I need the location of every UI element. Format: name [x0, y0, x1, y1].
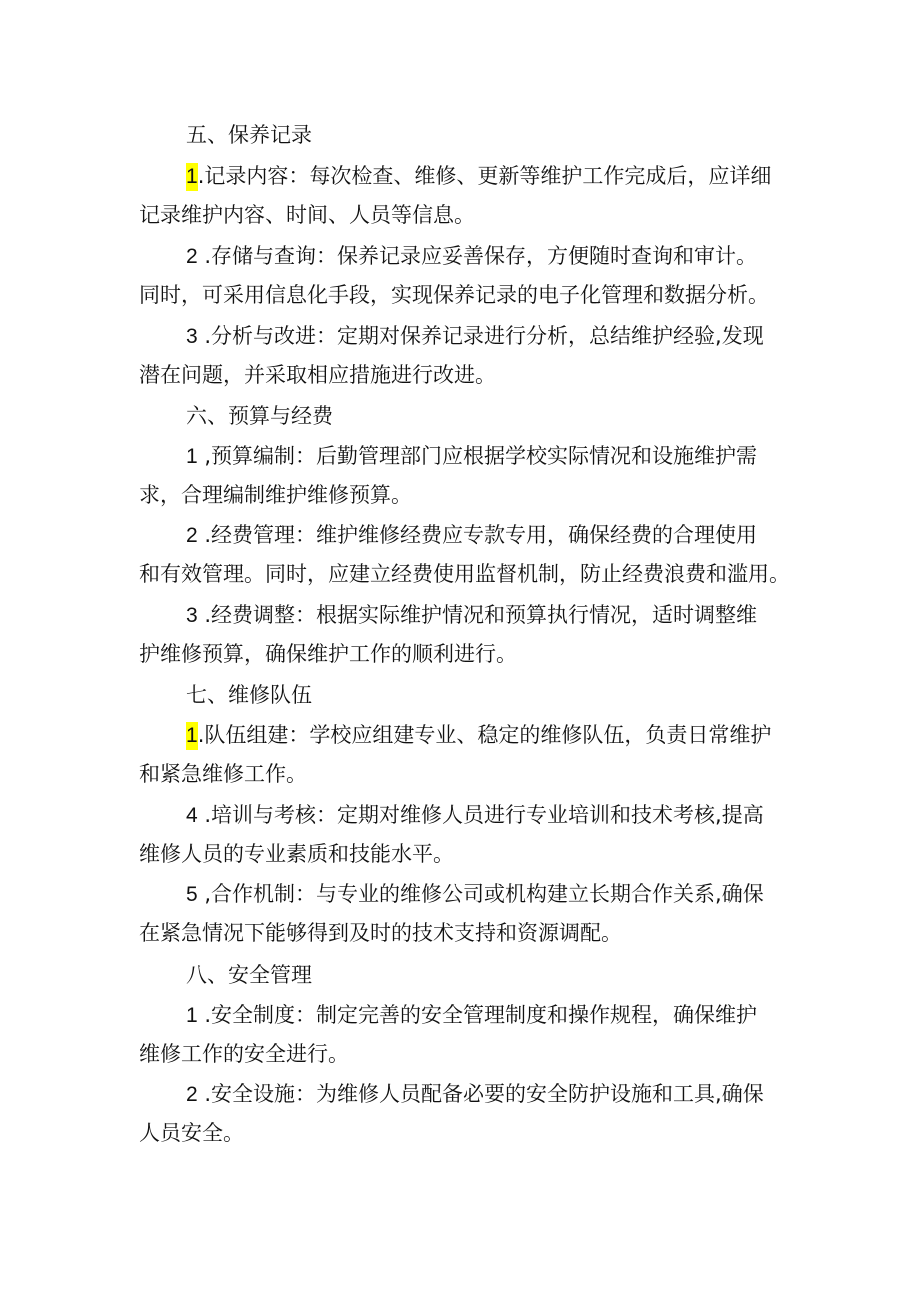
- section-heading: 八、安全管理: [186, 963, 312, 987]
- list-item-continuation: 求，合理编制维护维修预算。: [139, 483, 412, 507]
- list-item-continuation: 维修工作的安全进行。: [139, 1042, 349, 1066]
- section-heading: 七、维修队伍: [186, 683, 312, 707]
- list-item-first-line: [0, 436, 920, 476]
- list-item-continuation: 在紧急情况下能够得到及时的技术支持和资源调配。: [139, 921, 622, 945]
- item-number: 3: [186, 325, 198, 348]
- list-item-first-line: [0, 595, 920, 635]
- item-number: 5: [186, 883, 198, 906]
- list-item-continuation: 潜在问题，并采取相应措施进行改进。: [139, 363, 496, 387]
- item-text: .培训与考核：定期对维修人员进行专业培训和技术考核,提高: [197, 803, 764, 827]
- item-text: .存储与查询：保养记录应妥善保存，方便随时查询和审计。: [197, 244, 758, 268]
- list-item-first-line: [0, 156, 920, 196]
- section-heading: 六、预算与经费: [186, 404, 333, 428]
- item-text: .分析与改进：定期对保养记录进行分析，总结维护经验,发现: [197, 324, 764, 348]
- item-text: ,合作机制：与专业的维修公司或机构建立长期合作关系,确保: [197, 882, 764, 906]
- highlighted-item-number: 1: [186, 722, 198, 750]
- highlighted-item-number: 1: [186, 163, 198, 191]
- list-item-continuation: 人员安全。: [139, 1121, 244, 1145]
- list-item-first-line: [0, 1074, 920, 1114]
- item-number: 3: [186, 604, 198, 627]
- item-number: 2: [186, 524, 198, 547]
- list-item-continuation: 和紧急维修工作。: [139, 762, 307, 786]
- item-number: 1: [186, 445, 198, 468]
- item-text: .安全制度：制定完善的安全管理制度和操作规程，确保维护: [197, 1003, 758, 1027]
- section-heading: 五、保养记录: [186, 123, 312, 147]
- list-item-continuation: 记录维护内容、时间、人员等信息。: [139, 203, 475, 227]
- list-item-continuation: 同时，可采用信息化手段，实现保养记录的电子化管理和数据分析。: [139, 283, 769, 307]
- list-item-first-line: [0, 715, 920, 755]
- item-number: 1: [186, 1004, 198, 1027]
- list-item-first-line: [0, 874, 920, 914]
- item-text: .经费管理：维护维修经费应专款专用，确保经费的合理使用: [197, 523, 758, 547]
- item-text: .记录内容：每次检查、维修、更新等维护工作完成后，应详细: [197, 164, 772, 188]
- list-item-continuation: 和有效管理。同时，应建立经费使用监督机制，防止经费浪费和滥用。: [139, 562, 790, 586]
- item-text: .安全设施：为维修人员配备必要的安全防护设施和工具,确保: [197, 1082, 764, 1106]
- item-text: ,预算编制：后勤管理部门应根据学校实际情况和设施维护需: [197, 444, 758, 468]
- item-number: 2: [186, 1083, 198, 1106]
- list-item-first-line: [0, 236, 920, 276]
- list-item-first-line: [0, 515, 920, 555]
- item-text: .队伍组建：学校应组建专业、稳定的维修队伍，负责日常维护: [197, 723, 772, 747]
- list-item-continuation: 维修人员的专业素质和技能水平。: [139, 842, 454, 866]
- item-text: .经费调整：根据实际维护情况和预算执行情况，适时调整维: [197, 603, 758, 627]
- item-number: 4: [186, 804, 198, 827]
- item-number: 2: [186, 245, 198, 268]
- list-item-first-line: [0, 795, 920, 835]
- list-item-continuation: 护维修预算，确保维护工作的顺利进行。: [139, 642, 517, 666]
- list-item-first-line: [0, 995, 920, 1035]
- list-item-first-line: [0, 316, 920, 356]
